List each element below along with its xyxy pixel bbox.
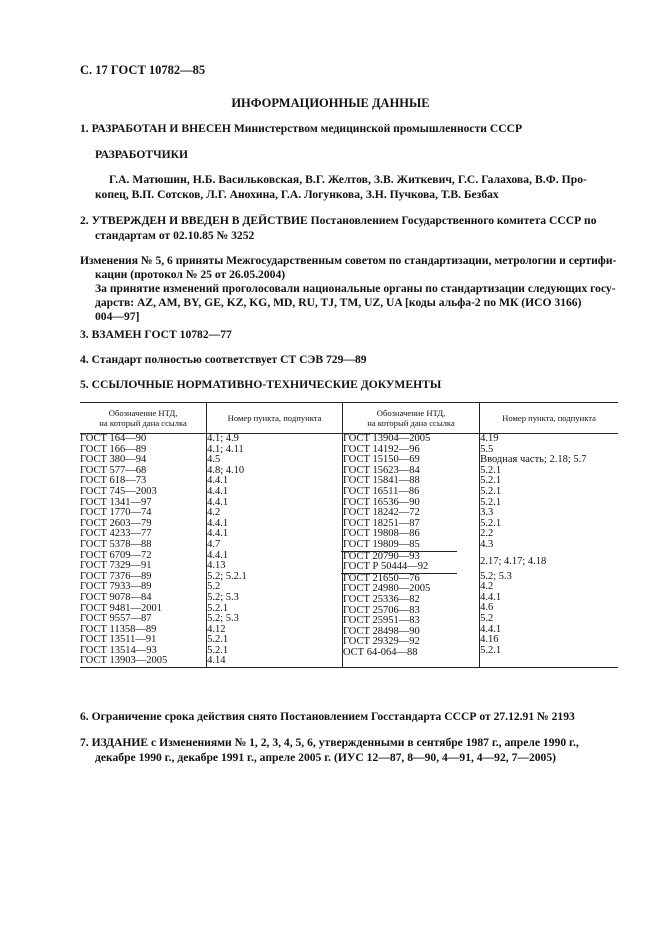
table-cell: 4.19	[480, 433, 499, 444]
table-cell: ГОСТ 14192—96	[342, 443, 420, 455]
item-6-lead: 6.	[80, 710, 89, 723]
table-cell: 4.4.1	[207, 528, 229, 540]
item-2-line-2: стандартам от 02.10.85 № 3252	[95, 229, 255, 242]
changes-line-3: За принятие изменений проголосовали национальные органы по стандартизации следующих госу-	[95, 282, 616, 295]
table-cell: 4.4.1	[480, 623, 502, 635]
table-cell: 4.2	[207, 507, 221, 519]
table-cell: 4.6	[480, 602, 494, 614]
table-cell: ГОСТ 19808—86	[342, 528, 420, 540]
table-header-row	[80, 403, 618, 434]
table-cell: ГОСТ 4233—77	[80, 528, 152, 540]
table-cell: ГОСТ 29329—92	[342, 636, 420, 648]
table-cell: 5.2.1	[480, 496, 502, 508]
table-cell: ГОСТ 18242—72	[342, 507, 420, 519]
item-3: 3. ВЗАМЕН ГОСТ 10782—77	[80, 328, 232, 341]
item-7-lead: 7. ИЗДАНИЕ	[80, 736, 149, 749]
table-cell: ГОСТ 24980—2005	[342, 583, 431, 595]
table-cell: ГОСТ 7933—89	[80, 581, 152, 593]
reference-documents-table	[80, 402, 618, 668]
header-doc-right: Обозначение НТД, на который дана ссылка	[342, 403, 479, 434]
table-cell: ГОСТ 25706—83	[342, 604, 420, 616]
item-4	[80, 353, 367, 368]
table-cell: ГОСТ 1341—97	[80, 496, 152, 508]
table-cell: ГОСТ 13903—2005	[80, 655, 168, 667]
table-cell: 5.2	[480, 612, 494, 624]
table-cell: ОСТ 64-064—88	[342, 646, 418, 658]
table-cell: 5.2; 5.3	[207, 591, 239, 603]
left-doc-column	[80, 434, 207, 668]
item-2-text: Постановлением Государственного комитета СССР по	[307, 214, 597, 227]
table-cell: ГОСТ Р 50444—92	[342, 561, 429, 573]
table-cell: ГОСТ 7376—89	[80, 570, 152, 582]
developers-line-2: копец, В.П. Сотсков, Л.Г. Анохина, Г.А. Логункова, З.Н. Пучкова, Т.В. Безбах	[95, 188, 499, 201]
table-cell: 4.3	[480, 538, 494, 550]
table-cell: 4.12	[207, 623, 226, 635]
table-cell: 4.4.1	[207, 517, 229, 529]
item-2-lead: 2. УТВЕРЖДЕН И ВВЕДЕН В ДЕЙСТВИЕ	[80, 214, 308, 227]
table-cell: 4.8; 4.10	[207, 464, 245, 476]
developers-line-1: Г.А. Матюшин, Н.Б. Васильковская, В.Г. Желтов, З.В. Житкевич, Г.С. Галахова, В.Ф. Про-	[109, 173, 587, 186]
table-cell: ГОСТ 13514—93	[80, 644, 157, 656]
table-cell: 4.4.1	[207, 549, 229, 561]
table-cell: 3.3	[480, 507, 494, 519]
table-cell: 4.5	[207, 454, 221, 466]
table-cell: ГОСТ 6709—72	[80, 549, 152, 561]
left-ref-column	[207, 434, 343, 668]
table-cell: ГОСТ 166—89	[80, 443, 147, 455]
table-cell: ГОСТ 13511—91	[80, 634, 157, 646]
table-cell: 5.2.1	[207, 602, 229, 614]
table-cell: ГОСТ 577—68	[80, 464, 147, 476]
table-cell: ГОСТ 28498—90	[342, 625, 420, 637]
item-5: 5. ССЫЛОЧНЫЕ НОРМАТИВНО-ТЕХНИЧЕСКИЕ ДОКУМЕНТЫ	[80, 378, 442, 391]
item-6	[80, 710, 575, 725]
developers-label: РАЗРАБОТЧИКИ	[95, 148, 189, 161]
table-cell: ГОСТ 20790—93	[342, 550, 420, 562]
table-cell: ГОСТ 9557—87	[80, 613, 152, 625]
item-7-text: с Изменениями № 1, 2, 3, 4, 5, 6, утвержденными в сентябре 1987 г., апреле 1990 г.,	[148, 736, 579, 749]
table-cell: 2.2	[480, 528, 494, 540]
item-6-text: Ограничение срока действия снято Постановлением Госстандарта СССР от 27.12.91 № 2193	[88, 710, 575, 723]
changes-line-1: Изменения № 5, 6 приняты Межгосударственным советом по стандартизации, метрологии и сертифи-	[80, 254, 617, 267]
changes-line-5: 004—97]	[95, 310, 140, 323]
header-ref-left: Номер пункта, подпункта	[207, 403, 343, 434]
table-cell: 4.4.1	[207, 475, 229, 487]
item-1	[80, 122, 522, 137]
table-cell: 5.2; 5.2.1	[207, 570, 247, 582]
item-7-line-1	[80, 736, 579, 751]
table-cell: ГОСТ 15623—84	[342, 464, 420, 476]
paired-docs	[341, 551, 457, 574]
table-cell: ГОСТ 25951—83	[342, 615, 420, 627]
table-cell: ГОСТ 5378—88	[80, 538, 152, 550]
item-1-text: Министерством медицинской промышленности СССР	[230, 122, 523, 135]
table-cell: ГОСТ 13904—2005	[342, 433, 431, 444]
table-cell: Вводная часть; 2.18; 5.7	[480, 454, 587, 466]
table-cell: ГОСТ 164—90	[80, 433, 147, 444]
table-cell: 5.2.1	[480, 644, 502, 656]
table-cell: 2.17; 4.17; 4.18	[480, 555, 547, 567]
changes-line-4: дарств: AZ, AM, BY, GE, KZ, KG, MD, RU, TJ, TM, UZ, UA [коды альфа-2 по МК (ИСО 3166)	[95, 296, 582, 309]
table-cell: 5.2.1	[207, 634, 229, 646]
table-cell: ГОСТ 15841—88	[342, 475, 420, 487]
item-1-lead: 1. РАЗРАБОТАН И ВНЕСЕН	[80, 122, 231, 135]
table-cell: 5.2.1	[480, 485, 502, 497]
table-cell: 4.16	[480, 634, 499, 646]
table-cell: 5.2.1	[480, 475, 502, 487]
header-doc-left: Обозначение НТД, на который дана ссылка	[80, 403, 207, 434]
table-cell: ГОСТ 16511—86	[342, 485, 420, 497]
table-cell: 5.2.1	[207, 644, 229, 656]
table-cell: ГОСТ 1770—74	[80, 507, 152, 519]
table-cell: 4.4.1	[480, 591, 502, 603]
changes-line-2: кации (протокол № 25 от 26.05.2004)	[95, 268, 286, 281]
item-7-line-2: декабре 1990 г., декабре 1991 г., апреле 2005 г. (ИУС 12—87, 8—90, 4—91, 4—92, 7—2005)	[95, 751, 557, 764]
table-cell: ГОСТ 15150—69	[342, 454, 420, 466]
table-cell: ГОСТ 9481—2001	[80, 602, 163, 614]
table-cell: 4.7	[207, 538, 221, 550]
table-cell: 4.13	[207, 560, 226, 572]
right-doc-column	[342, 434, 479, 668]
table-cell: ГОСТ 11358—89	[80, 623, 157, 635]
table-cell: 5.2; 5.3	[480, 570, 512, 582]
table-cell: ГОСТ 618—73	[80, 475, 147, 487]
table-cell: ГОСТ 21650—76	[342, 572, 420, 584]
table-cell: ГОСТ 7329—91	[80, 560, 152, 572]
table-cell: 5.2	[207, 581, 221, 593]
table-cell: 4.4.1	[207, 485, 229, 497]
table-cell: 5.2; 5.3	[207, 613, 239, 625]
page-header: С. 17 ГОСТ 10782—85	[80, 63, 206, 77]
table-cell: 4.1; 4.11	[207, 443, 244, 455]
table-cell: ГОСТ 19809—85	[342, 538, 420, 550]
table-cell: 4.2	[480, 581, 494, 593]
item-4-text: Стандарт полностью соответствует СТ СЭВ 729—89	[88, 353, 367, 366]
table-cell: ГОСТ 745—2003	[80, 485, 157, 497]
item-4-lead: 4.	[80, 353, 89, 366]
right-ref-column	[480, 434, 618, 668]
table-cell: ГОСТ 380—94	[80, 454, 147, 466]
table-cell: ГОСТ 16536—90	[342, 496, 420, 508]
header-ref-right: Номер пункта, подпункта	[480, 403, 618, 434]
table-cell: 5.2.1	[480, 517, 502, 529]
table-cell: ГОСТ 18251—87	[342, 517, 420, 529]
section-title: ИНФОРМАЦИОННЫЕ ДАННЫЕ	[231, 96, 430, 110]
table-cell: ГОСТ 9078—84	[80, 591, 152, 603]
table-body-row	[80, 434, 618, 668]
table-cell: 5.2.1	[480, 464, 502, 476]
item-2-line-1	[80, 214, 597, 229]
table-cell: 4.1; 4.9	[207, 433, 239, 444]
table-cell: 4.14	[207, 655, 226, 667]
table-cell: 5.5	[480, 443, 494, 455]
table-cell: 4.4.1	[207, 496, 229, 508]
table-cell: ГОСТ 2603—79	[80, 517, 152, 529]
table-cell: ГОСТ 25336—82	[342, 593, 420, 605]
